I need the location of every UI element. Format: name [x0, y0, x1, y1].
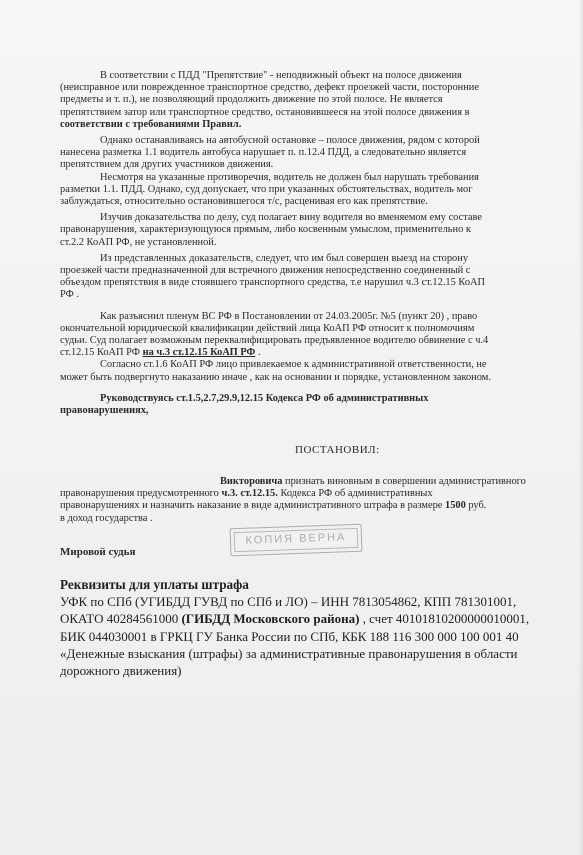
guided-line: [60, 405, 580, 417]
inline-text: руб.: [465, 500, 487, 512]
paragraph-line: судьи. Суд полагает возможным переквалифицировать предъявленное водителю обвинение с ч.4: [60, 335, 489, 347]
name-bold: Викторовича: [220, 476, 283, 487]
guided-line: [60, 393, 580, 405]
page-edge-shadow: [579, 0, 583, 855]
paragraph-line: разметки 1.1. ПДД. Однако, суд допускает, что при указанных обстоятельствах, водитель мог: [60, 183, 473, 195]
paragraph-line: [60, 347, 580, 359]
stamp-text: КОПИЯ ВЕРНА: [245, 531, 347, 547]
fine-amount: 1500: [445, 500, 466, 512]
paragraph-line: Как разъяснил пленум ВС РФ в Постановлении от 24.03.2005г. №5 (пункт 20) , право: [100, 310, 478, 322]
bold-phrase: соответствии с требованиями Правил.: [60, 118, 242, 130]
copy-stamp: [230, 524, 363, 557]
bold-phrase: правонарушениях,: [60, 405, 149, 417]
inline-text: правонарушения предусмотренного: [60, 488, 222, 500]
bold-phrase: ч.3. ст.12.15.: [221, 488, 278, 500]
paragraph-line: проезжей части предназначенной для встречного движения непосредственно соединенный с: [60, 265, 471, 277]
inline-text: .: [257, 347, 261, 359]
ruling-heading: ПОСТАНОВИЛ:: [295, 444, 380, 456]
paragraph-line: предметы и т. п.), не позволяющий продолжить движение по этой полосе. Не является: [60, 94, 443, 106]
ruling-body: [60, 476, 580, 525]
paragraph-line: (неисправное или поврежденное транспортное средство, дефект проезжей части, посторонние: [60, 82, 479, 94]
paragraph-line: может быть подвергнуто наказанию иначе , как на основании и порядке, установленном законом.: [60, 371, 491, 383]
bold-phrase: (ГИБДД Московского района): [181, 611, 360, 627]
inline-text: ст.12.15 КоАП РФ: [60, 347, 140, 359]
inline-text: , счет 40101810200000010001,: [359, 611, 530, 627]
paragraph-line: В соответствии с ПДД "Препятствие" - неподвижный объект на полосе движения: [100, 70, 462, 81]
paragraph-line: Несмотря на указанные противоречия, водитель не должен был нарушать требования: [100, 171, 479, 183]
paragraph-line: окончательной юридической квалификации действий лица КоАП РФ относит к полномочиям: [60, 322, 475, 334]
ruling-line: в доход государства .: [60, 512, 153, 524]
inline-text: ОКАТО 40284561000: [60, 611, 182, 627]
paragraph-line: РФ .: [60, 289, 80, 301]
bold-phrase: Руководствуясь ст.1.5,2.7,29.9,12.15 Кодекса РФ об административных: [100, 392, 429, 404]
ruling-line: [60, 488, 580, 500]
paragraph-line: объездом препятствия в виде стоявшего транспортного средства, т.е нарушил ч.3 ст.12.15 КоАП: [60, 277, 486, 289]
paragraph-line: [60, 119, 580, 131]
requisites-line: [60, 610, 580, 627]
paragraph-line: Из представленных доказательств, следует, что им был совершен выезд на сторону: [100, 252, 469, 264]
document-body: [60, 70, 580, 417]
paragraph-line: препятствием затор или транспортное средство, остановившееся на этой полосе движения в: [60, 106, 470, 118]
inline-text: правонарушениях и назначить наказание в виде административного штрафа в размере: [60, 500, 445, 512]
paragraph-line: ст.2.2 КоАП РФ, не установленной.: [60, 236, 217, 248]
underlined-reference: на ч.3 ст.12.15 КоАП РФ: [142, 347, 256, 359]
ruling-line: [60, 500, 580, 512]
ruling-line: [60, 476, 580, 488]
paragraph-line: Однако останавливаясь на автобусной остановке – полосе движения, рядом с которой: [100, 135, 480, 147]
inline-text: признать виновным в совершении административного: [282, 476, 526, 487]
requisites-line: БИК 044030001 в ГРКЦ ГУ Банка России по СПб, КБК 188 116 300 000 100 001 40: [60, 628, 519, 644]
paragraph-line: Согласно ст.1.6 КоАП РФ лицо привлекаемое к административной ответственности, не: [100, 359, 487, 371]
paragraph-line: правонарушения, характеризующуюся прямым, либо косвенным умыслом, применительно к: [60, 224, 471, 236]
requisites-title: Реквизиты для уплаты штрафа: [60, 577, 249, 592]
judge-label: Мировой судья: [60, 546, 136, 558]
requisites-line: дорожного движения): [60, 663, 182, 679]
paragraph-line: препятствием для других участников движения.: [60, 159, 274, 171]
paragraph-line: Изучив доказательства по делу, суд полагает вину водителя во вменяемом ему составе: [100, 212, 482, 224]
requisites-line: «Денежные взыскания (штрафы) за административные правонарушения в области: [60, 645, 518, 661]
paragraph-line: заблуждаться, относительно остановившегося т/с, расценивая его как препятствие.: [60, 196, 428, 208]
inline-text: Кодекса РФ об административных: [277, 488, 433, 500]
paragraph-line: нанесена разметка 1.1 водитель автобуса нарушает п. п.12.4 ПДД, а следовательно является: [60, 147, 467, 159]
payment-requisites: [60, 576, 580, 679]
requisites-line: УФК по СПб (УГИБДД ГУВД по СПб и ЛО) – ИНН 7813054862, КПП 781301001,: [60, 594, 517, 610]
